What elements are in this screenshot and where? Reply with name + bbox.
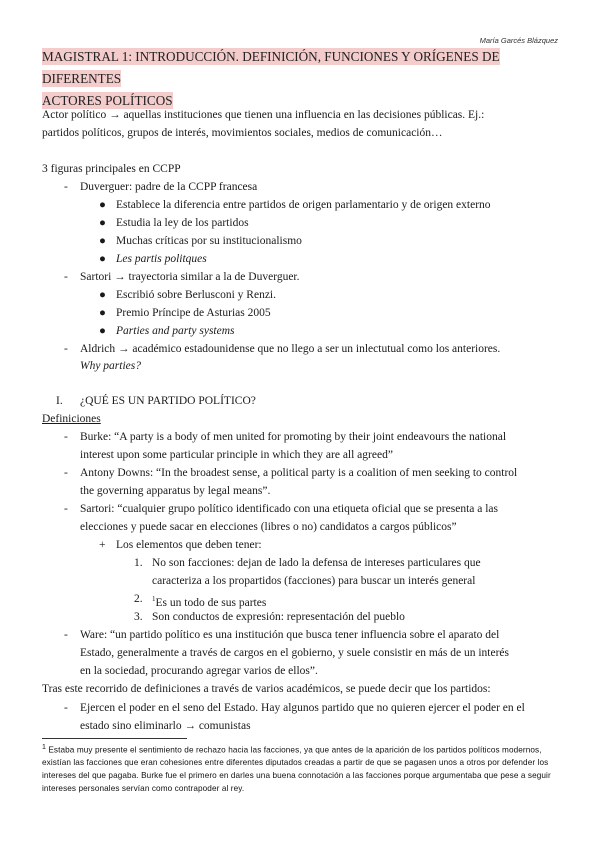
- author-name: María Garcés Blázquez: [479, 36, 558, 45]
- list-number: 2.: [134, 593, 143, 605]
- duverger-book: Les partis politques: [116, 253, 207, 265]
- ware-def-1: Ware: “un partido político es una institución que busca tener influencia sobre el aparato del: [80, 629, 500, 641]
- sartori-def-2: elecciones y puede sacar en elecciones (libres o no) candidatos a cargos públicos”: [80, 521, 457, 533]
- footnote-ref[interactable]: 1: [152, 595, 156, 603]
- section-heading: ¿QUÉ ES UN PARTIDO POLÍTICO?: [80, 395, 256, 407]
- downs-def-2: the governing apparatus by legal means”.: [80, 485, 271, 497]
- ejercen-line-2: estado sino eliminarlo → comunistas: [80, 720, 251, 732]
- dash-marker: -: [64, 629, 68, 641]
- page-title: [42, 46, 548, 112]
- intro-line-1: Actor político → aquellas instituciones que tienen una influencia en las decisiones públicas. Ej.:: [42, 109, 485, 121]
- plus-marker: +: [99, 539, 106, 551]
- title-line-2: ACTORES POLÍTICOS: [42, 93, 173, 108]
- burke-def-2: interest upon some particular principle in which they are all agreed”: [80, 449, 393, 461]
- bullet-marker: ●: [99, 289, 106, 301]
- sartori-bullet: Premio Príncipe de Asturias 2005: [116, 307, 271, 319]
- bullet-marker: ●: [99, 199, 106, 211]
- footnote-mark: 1: [42, 744, 46, 751]
- duverger-text: Duverguer: padre de la CCPP francesa: [80, 181, 258, 193]
- dash-marker: -: [64, 431, 68, 443]
- sartori-book: Parties and party systems: [116, 325, 235, 337]
- duverger-bullet: Estudia la ley de los partidos: [116, 217, 249, 229]
- sartori-text: Sartori → trayectoria similar a la de Duverguer.: [80, 271, 300, 283]
- dash-marker: -: [64, 503, 68, 515]
- intro-line-2: partidos políticos, grupos de interés, movimientos sociales, medios de comunicación…: [42, 127, 443, 139]
- aldrich-text: Aldrich → académico estadounidense que no llego a ser un inlectutual como los anteriores.: [80, 343, 501, 355]
- dash-marker: -: [64, 271, 68, 283]
- list-number: 1.: [134, 557, 143, 569]
- dash-marker: -: [64, 343, 68, 355]
- burke-def-1: Burke: “A party is a body of men united for promoting by their joint endeavours the national: [80, 431, 507, 443]
- ware-def-3: en la sociedad, procurando agregar varios de ellos”.: [80, 665, 318, 677]
- definiciones-heading: Definiciones: [42, 413, 101, 425]
- bullet-marker: ●: [99, 235, 106, 247]
- ejercen-line-1: Ejercen el poder en el seno del Estado. Hay algunos partido que no quieren ejercer el poder en el: [80, 702, 525, 714]
- bullet-marker: ●: [99, 325, 106, 337]
- dash-marker: -: [64, 467, 68, 479]
- bullet-marker: ●: [99, 307, 106, 319]
- section-numeral: I.: [56, 395, 63, 407]
- ware-def-2: Estado, generalmente a través de cargos en el gobierno, y suele consistir en más de un interés: [80, 647, 509, 659]
- sartori-bullet: Escribió sobre Berlusconi y Renzi.: [116, 289, 277, 301]
- sartori-def-1: Sartori: “cualquier grupo político identificado con una etiqueta oficial que se presenta a las: [80, 503, 498, 515]
- duverger-bullet: Muchas críticas por su institucionalismo: [116, 235, 302, 247]
- list-number: 3.: [134, 611, 143, 623]
- figuras-heading: 3 figuras principales en CCPP: [42, 163, 181, 175]
- elemento-2-text: Es un todo de sus partes: [155, 596, 267, 609]
- dash-marker: -: [64, 181, 68, 193]
- aldrich-book: Why parties?: [80, 360, 142, 372]
- elemento-3: Son conductos de expresión: representación del pueblo: [152, 611, 405, 623]
- footnote-divider: [42, 738, 187, 739]
- bullet-marker: ●: [99, 253, 106, 265]
- tras-text: Tras este recorrido de definiciones a través de varios académicos, se puede decir que los partidos:: [42, 683, 491, 695]
- duverger-bullet: Establece la diferencia entre partidos de origen parlamentario y de origen externo: [116, 199, 491, 211]
- elemento-1-line-2: caracteriza a los propartidos (facciones) para buscar un interés general: [152, 575, 476, 587]
- dash-marker: -: [64, 702, 68, 714]
- elemento-1-line-1: No son facciones: dejan de lado la defensa de intereses particulares que: [152, 557, 481, 569]
- elementos-text: Los elementos que deben tener:: [116, 539, 262, 551]
- footnote-text: Estaba muy presente el sentimiento de rechazo hacia las facciones, ya que antes de la aparición de los partidos políticos modernos, existían las facciones que eran cohesiones entre diferentes diputados creadas a partir de que se pagasen unos a otros por defender los intereses del que pagaba. Burke fue el primero en darles una buena connotación a las facciones porque argumentaba que pese a seguir intereses personales servían como contrapoder al rey.: [42, 745, 551, 793]
- downs-def-1: Antony Downs: “In the broadest sense, a political party is a coalition of men seeking to control: [80, 467, 518, 479]
- bullet-marker: ●: [99, 217, 106, 229]
- footnote: [42, 742, 557, 795]
- title-line-1: MAGISTRAL 1: INTRODUCCIÓN. DEFINICIÓN, FUNCIONES Y ORÍGENES DE DIFERENTES: [42, 49, 500, 86]
